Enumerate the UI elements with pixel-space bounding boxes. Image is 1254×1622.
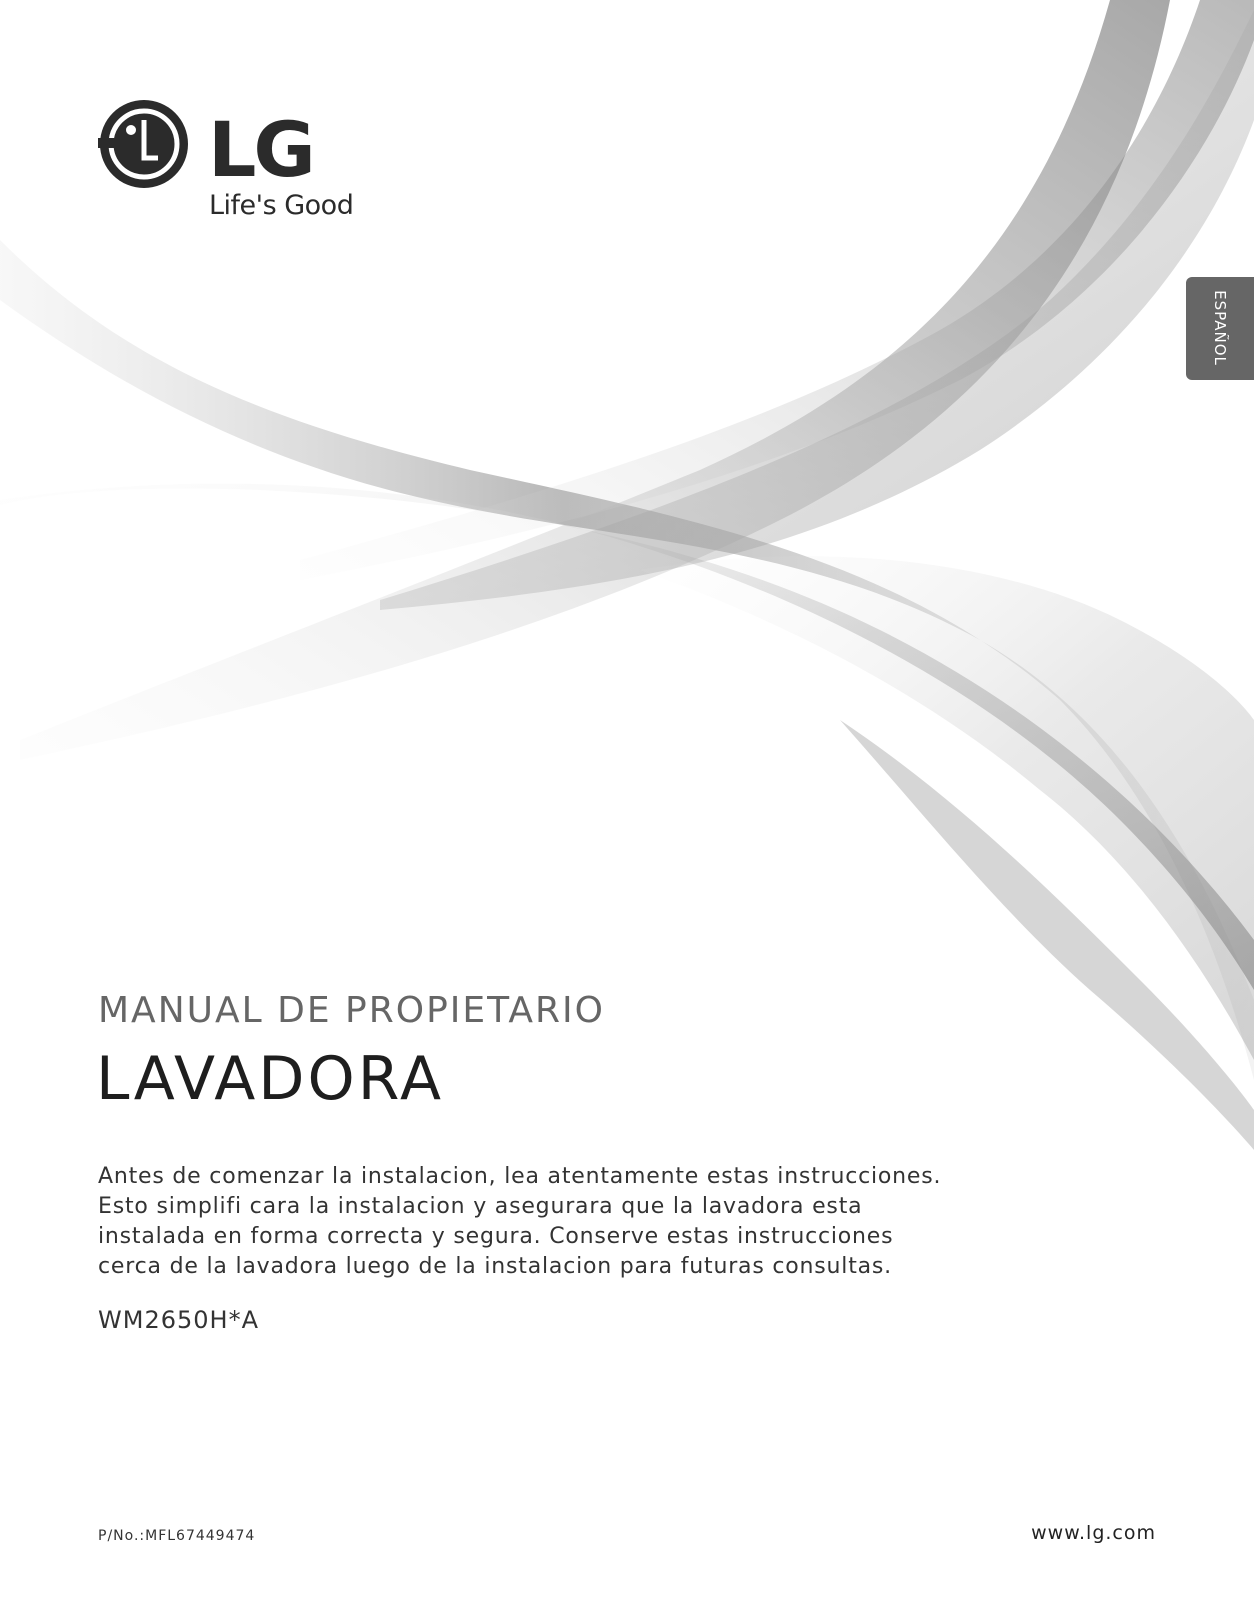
part-number: P/No.:MFL67449474 — [98, 1528, 256, 1544]
intro-line: Antes de comenzar la instalacion, lea atentamente estas instrucciones. — [98, 1164, 942, 1189]
brand-name: LG — [208, 105, 313, 194]
website-url: www.lg.com — [1031, 1522, 1156, 1544]
intro-line: instalada en forma correcta y segura. Conserve estas instrucciones — [98, 1224, 894, 1249]
product-title: LAVADORA — [96, 1044, 444, 1114]
intro-paragraph — [98, 1162, 1018, 1282]
language-tab — [1186, 277, 1254, 380]
intro-line: cerca de la lavadora luego de la instalacion para futuras consultas. — [98, 1254, 892, 1279]
brand-tagline: Life's Good — [209, 190, 354, 221]
model-number: WM2650H*A — [98, 1306, 259, 1334]
intro-line: Esto simplifi cara la instalacion y asegurara que la lavadora esta — [98, 1194, 863, 1219]
manual-subtitle: MANUAL DE PROPIETARIO — [98, 990, 605, 1031]
language-tab-label: ESPAÑOL — [1211, 290, 1229, 366]
lg-logo — [98, 98, 368, 228]
lg-face-logo-icon — [98, 98, 190, 190]
